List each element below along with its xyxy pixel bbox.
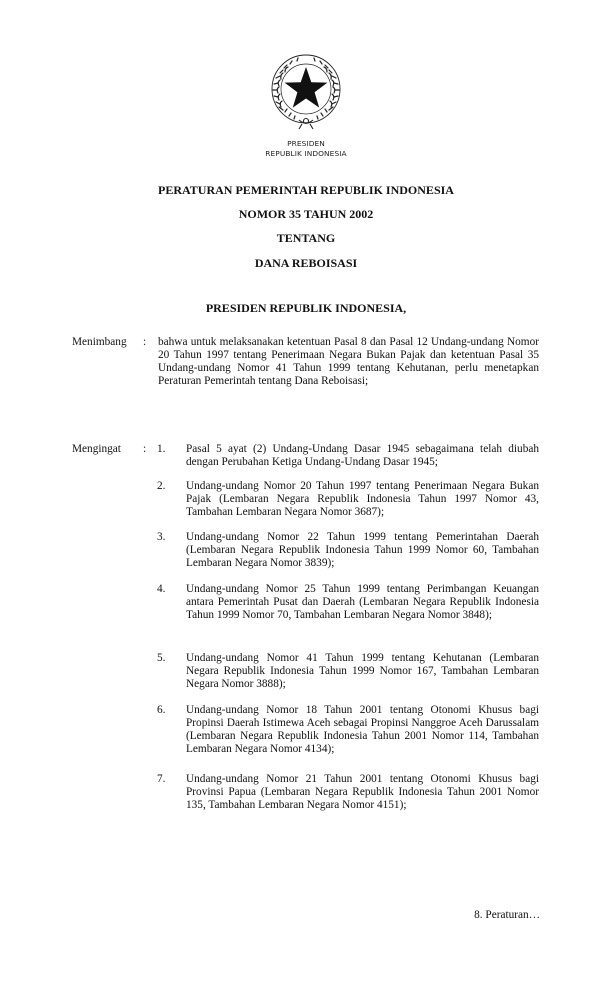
document-title: PERATURAN PEMERINTAH REPUBLIK INDONESIA <box>158 183 454 197</box>
menimbang-label: Menimbang <box>72 336 127 348</box>
emblem-caption-republik: REPUBLIK INDONESIA <box>265 149 347 158</box>
document-tentang: TENTANG <box>276 231 336 245</box>
mengingat-item-text: Undang-undang Nomor 20 Tahun 1997 tentang Penerimaan Negara Bukan Pajak (Lembaran Negara Republik Indonesia Tahun 1997 Nomor 43, Tambahan Lembaran Negara Nomor 3687); <box>186 480 539 518</box>
menimbang-text: bahwa untuk melaksanakan ketentuan Pasal 8 dan Pasal 12 Undang-undang Nomor 20 Tahun 1997 tentang Penerimaan Negara Bukan Pajak dan ketentuan Pasal 35 Undang-undang Nomor 41 Tahun 1999 tentang Kehutanan, perlu menetapkan Peraturan Pemerintah tentang Dana Reboisasi; <box>158 336 539 387</box>
issuer-heading: PRESIDEN REPUBLIK INDONESIA, <box>205 301 407 315</box>
mengingat-colon: : <box>143 443 147 455</box>
mengingat-item-text: Undang-undang Nomor 22 Tahun 1999 tentang Pemerintahan Daerah (Lembaran Negara Republik Indonesia Tahun 1999 Nomor 60, Tambahan Lembaran Negara Nomor 3839); <box>186 531 539 569</box>
mengingat-item-text: Undang-undang Nomor 41 Tahun 1999 tentang Kehutanan (Lembaran Negara Republik Indonesia Tahun 1999 Nomor 167, Tambahan Lembaran Negara Nomor 3888); <box>186 652 539 690</box>
mengingat-item-number: 3. <box>157 531 166 543</box>
mengingat-item-text: Undang-undang Nomor 21 Tahun 2001 tentang Otonomi Khusus bagi Provinsi Papua (Lembaran Negara Republik Indonesia Tahun 2001 Nomor 135, Tambahan Lembaran Negara Nomor 4151); <box>186 773 539 811</box>
mengingat-item-number: 5. <box>157 652 166 664</box>
page-continuation-marker: 8. Peraturan… <box>474 909 540 921</box>
mengingat-item-number: 2. <box>157 480 166 492</box>
mengingat-item-number: 4. <box>157 583 166 595</box>
mengingat-item-text: Pasal 5 ayat (2) Undang-Undang Dasar 1945 sebagaimana telah diubah dengan Perubahan Ketiga Undang-Undang Dasar 1945; <box>186 443 539 468</box>
mengingat-item-number: 6. <box>157 704 166 716</box>
document-number: NOMOR 35 TAHUN 2002 <box>238 207 374 221</box>
mengingat-item-text: Undang-undang Nomor 18 Tahun 2001 tentang Otonomi Khusus bagi Propinsi Daerah Istimewa Aceh sebagai Propinsi Nanggroe Aceh Darussalam (Lembaran Negara Republik Indonesia Tahun 2001 Nomor 114, Tambahan Lembaran Negara Nomor 4134); <box>186 704 539 755</box>
mengingat-item-text: Undang-undang Nomor 25 Tahun 1999 tentang Perimbangan Keuangan antara Pemerintah Pusat dan Daerah (Lembaran Negara Republik Indonesia Tahun 1999 Nomor 70, Tambahan Lembaran Negara Nomor 3848); <box>186 583 539 621</box>
presidential-seal-icon <box>269 50 343 132</box>
emblem-caption-presiden: PRESIDEN <box>287 139 325 148</box>
menimbang-colon: : <box>143 336 147 348</box>
mengingat-item-number: 1. <box>157 443 166 455</box>
mengingat-item-number: 7. <box>157 773 166 785</box>
mengingat-label: Mengingat <box>72 443 121 455</box>
document-subject: DANA REBOISASI <box>254 256 358 270</box>
